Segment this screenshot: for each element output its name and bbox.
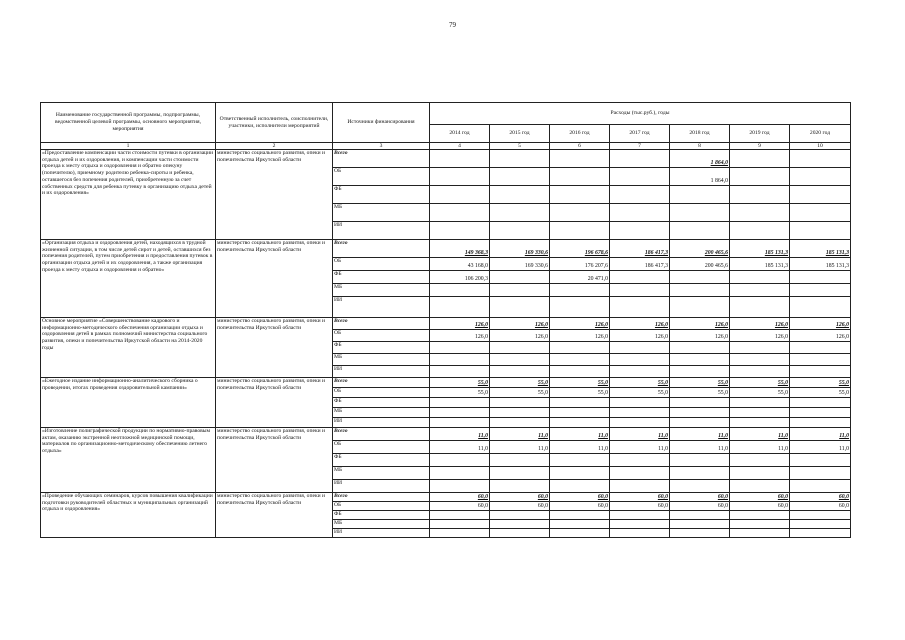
expense-cell [730, 222, 790, 240]
expense-cell: 126,0 [430, 330, 490, 342]
expense-cell [730, 418, 790, 428]
expense-cell: 60,0 [430, 493, 490, 502]
expense-cell [730, 354, 790, 366]
expense-cell: 60,0 [670, 502, 730, 511]
expense-cell [790, 520, 851, 529]
expense-cell [430, 520, 490, 529]
source-label: ОБ [333, 258, 430, 271]
expense-cell [430, 418, 490, 428]
expense-cell: 60,0 [790, 502, 851, 511]
header-year: 2016 год [550, 125, 610, 143]
expense-cell: 60,0 [430, 502, 490, 511]
activity-name: «Проведение обучающих семинаров, курсов повышения квалификации подготовки руководителей областных и муниципальных организаций отдыха и оздоровления» [41, 493, 216, 538]
expense-cell: 11,0 [790, 428, 851, 441]
expense-cell [490, 511, 550, 520]
expense-cell [550, 366, 610, 378]
expense-cell [610, 520, 670, 529]
expense-cell [550, 418, 610, 428]
activity-name: «Предоставление компенсации части стоимости путевки в организации отдыха детей и их оздоровления, и компенсации части стоимости проезда к месту отдыха и оздоровления и обратно опекуну (попечителю), приемному родителю ребенка-сироты и ребенка, оставшегося без попечения родителей, приобретенную за счет собственных средств для ребенка путевку в организацию отдыха детей и их оздоровления» [41, 150, 216, 240]
source-label: Всего [333, 318, 430, 330]
expense-cell: 126,0 [790, 330, 851, 342]
column-number: 1 [41, 143, 216, 150]
source-label: Всего [333, 428, 430, 441]
expense-cell [490, 354, 550, 366]
expense-cell [490, 186, 550, 204]
page-number: 79 [449, 21, 456, 29]
expense-cell [670, 354, 730, 366]
expense-cell [490, 454, 550, 467]
expense-cell [790, 398, 851, 408]
expense-cell [430, 284, 490, 297]
activity-name: «Организация отдыха и оздоровления детей, находящихся в трудной жизненной ситуации, в том числе детей сирот и детей, оставшихся без попечения родителей, путем приобретения и предоставления путевок в организации отдыха детей и их оздоровления, а также организация проезда к месту отдыха и оздоровления и обратно» [41, 240, 216, 318]
expense-cell: 55,0 [670, 388, 730, 398]
expense-cell [790, 418, 851, 428]
source-label: МБ [333, 467, 430, 480]
expense-cell: 11,0 [790, 441, 851, 454]
expense-cell [790, 150, 851, 168]
expense-cell [790, 342, 851, 354]
table-row [41, 318, 851, 330]
source-label: МБ [333, 284, 430, 297]
expense-cell [430, 366, 490, 378]
executor-name: министерство социального развития, опеки и попечительства Иркутской области [216, 150, 333, 240]
source-label: ОБ [333, 168, 430, 186]
expense-cell [430, 354, 490, 366]
expense-cell [550, 480, 610, 493]
expense-cell [550, 520, 610, 529]
expense-cell [730, 398, 790, 408]
expense-cell [490, 168, 550, 186]
expense-cell: 126,0 [670, 318, 730, 330]
expense-cell [430, 529, 490, 538]
expense-cell [490, 529, 550, 538]
expense-cell [490, 480, 550, 493]
expense-cell [610, 467, 670, 480]
expense-cell: 126,0 [730, 330, 790, 342]
expense-cell [790, 511, 851, 520]
source-label: ИИ [333, 529, 430, 538]
source-label: ИИ [333, 366, 430, 378]
expense-cell [550, 511, 610, 520]
expense-cell [490, 284, 550, 297]
expense-cell: 200 465,6 [670, 240, 730, 258]
expense-cell [610, 342, 670, 354]
expense-cell [430, 454, 490, 467]
expense-cell: 55,0 [730, 388, 790, 398]
header-year: 2014 год [430, 125, 490, 143]
expense-cell [730, 529, 790, 538]
expense-cell: 149 368,3 [430, 240, 490, 258]
expense-cell [490, 418, 550, 428]
expense-cell [730, 520, 790, 529]
expense-cell [490, 222, 550, 240]
executor-name: министерство социального развития, опеки и попечительства Иркутской области [216, 378, 333, 428]
column-number: 6 [550, 143, 610, 150]
expense-cell [730, 186, 790, 204]
expense-cell: 55,0 [790, 378, 851, 388]
expense-cell: 60,0 [610, 502, 670, 511]
expense-cell: 60,0 [550, 502, 610, 511]
table-row [41, 240, 851, 258]
expense-cell: 126,0 [550, 330, 610, 342]
expense-cell: 186 417,3 [610, 240, 670, 258]
expense-cell [550, 454, 610, 467]
source-label: Всего [333, 378, 430, 388]
header-year: 2020 год [790, 125, 851, 143]
source-label: ФБ [333, 454, 430, 467]
header-year: 2017 год [610, 125, 670, 143]
expense-cell [670, 454, 730, 467]
expense-cell [610, 150, 670, 168]
expense-cell [550, 467, 610, 480]
header-name: Наименование государственной программы, подпрограммы, ведомственной целевой программы, основного мероприятия, мероприятия [41, 103, 216, 143]
expense-cell [790, 204, 851, 222]
expense-cell: 169 330,6 [490, 258, 550, 271]
executor-name: министерство социального развития, опеки и попечительства Иркутской области [216, 240, 333, 318]
expense-cell [550, 168, 610, 186]
expense-cell [730, 480, 790, 493]
expense-cell [430, 150, 490, 168]
expense-cell: 1 864,0 [670, 150, 730, 168]
source-label: Всего [333, 240, 430, 258]
expense-cell: 11,0 [430, 428, 490, 441]
expense-cell [490, 366, 550, 378]
source-label: Всего [333, 150, 430, 168]
source-label: ОБ [333, 502, 430, 511]
expense-cell [430, 398, 490, 408]
header-year: 2015 год [490, 125, 550, 143]
source-label: МБ [333, 204, 430, 222]
expense-cell [610, 186, 670, 204]
expense-cell: 11,0 [610, 428, 670, 441]
expense-cell: 11,0 [730, 441, 790, 454]
source-label: Всего [333, 493, 430, 502]
expense-cell [610, 454, 670, 467]
expense-cell [790, 354, 851, 366]
expense-cell [790, 480, 851, 493]
column-number: 3 [333, 143, 430, 150]
expense-cell [490, 342, 550, 354]
expense-cell: 185 131,3 [790, 258, 851, 271]
source-label: ИИ [333, 297, 430, 318]
column-number: 10 [790, 143, 851, 150]
expense-cell: 55,0 [490, 388, 550, 398]
activity-name: «Изготовление полиграфической продукции по нормативно-правовым актам, оказанию экстренной неотложной медицинской помощи, материалов по организационно-методическому обеспечению летнего отдыха» [41, 428, 216, 493]
expense-cell [610, 529, 670, 538]
table-body [41, 150, 851, 538]
expense-cell [550, 204, 610, 222]
expense-cell: 126,0 [550, 318, 610, 330]
expense-cell: 55,0 [550, 378, 610, 388]
header-expenses: Расходы (тыс.руб.), годы [430, 103, 851, 125]
expense-cell: 60,0 [670, 493, 730, 502]
expense-cell [610, 398, 670, 408]
source-label: ИИ [333, 222, 430, 240]
expense-cell: 11,0 [490, 428, 550, 441]
expense-cell [430, 168, 490, 186]
expense-cell [670, 222, 730, 240]
expense-cell [610, 408, 670, 418]
expense-cell [430, 480, 490, 493]
expense-cell [550, 186, 610, 204]
expense-cell: 169 330,6 [490, 240, 550, 258]
expense-cell: 55,0 [490, 378, 550, 388]
expense-cell: 11,0 [670, 441, 730, 454]
expense-cell [490, 467, 550, 480]
expense-cell [430, 408, 490, 418]
source-label: ФБ [333, 186, 430, 204]
source-label: ОБ [333, 388, 430, 398]
expense-cell: 126,0 [730, 318, 790, 330]
expense-cell: 11,0 [730, 428, 790, 441]
expense-cell: 126,0 [430, 318, 490, 330]
expense-cell [610, 204, 670, 222]
expense-cell [430, 342, 490, 354]
expense-cell: 11,0 [670, 428, 730, 441]
expense-cell: 106 200,3 [430, 271, 490, 284]
expense-cell [790, 454, 851, 467]
table-row [41, 428, 851, 441]
expense-cell [490, 297, 550, 318]
expense-cell [490, 520, 550, 529]
expense-cell [730, 168, 790, 186]
expense-cell [670, 408, 730, 418]
executor-name: министерство социального развития, опеки и попечительства Иркутской области [216, 318, 333, 378]
expense-cell: 60,0 [550, 493, 610, 502]
column-number: 2 [216, 143, 333, 150]
source-label: ИИ [333, 480, 430, 493]
expense-cell [670, 271, 730, 284]
expense-cell [430, 297, 490, 318]
source-label: ОБ [333, 330, 430, 342]
source-label: МБ [333, 354, 430, 366]
expense-cell [790, 271, 851, 284]
expense-cell [730, 297, 790, 318]
source-label: ФБ [333, 511, 430, 520]
expense-cell [670, 480, 730, 493]
expense-cell [790, 168, 851, 186]
expense-cell [730, 204, 790, 222]
expense-cell: 11,0 [490, 441, 550, 454]
expense-cell [430, 511, 490, 520]
expense-cell [610, 366, 670, 378]
expense-cell: 55,0 [430, 388, 490, 398]
expense-cell [670, 467, 730, 480]
expense-cell [670, 520, 730, 529]
expense-cell [490, 204, 550, 222]
expense-cell [430, 467, 490, 480]
expense-cell [670, 398, 730, 408]
source-label: МБ [333, 520, 430, 529]
expense-cell: 1 864,0 [670, 168, 730, 186]
expense-cell [670, 204, 730, 222]
table-row [41, 378, 851, 388]
expense-cell: 55,0 [670, 378, 730, 388]
expense-cell: 60,0 [730, 502, 790, 511]
source-label: МБ [333, 408, 430, 418]
expense-cell [550, 284, 610, 297]
expense-cell: 126,0 [490, 318, 550, 330]
expense-cell [790, 222, 851, 240]
expense-cell: 60,0 [490, 493, 550, 502]
expense-cell [550, 398, 610, 408]
expense-cell [490, 408, 550, 418]
header-executor: Ответственный исполнитель, соисполнители, участники, исполнители мероприятий [216, 103, 333, 143]
expense-cell [490, 398, 550, 408]
expense-cell [430, 222, 490, 240]
expense-cell: 11,0 [430, 441, 490, 454]
expense-cell [610, 222, 670, 240]
expense-cell [790, 284, 851, 297]
expense-cell [730, 467, 790, 480]
expense-cell: 55,0 [430, 378, 490, 388]
expense-cell: 60,0 [730, 493, 790, 502]
expense-cell [670, 297, 730, 318]
column-number: 5 [490, 143, 550, 150]
expense-cell [730, 271, 790, 284]
expense-cell [670, 284, 730, 297]
expense-cell [550, 150, 610, 168]
header-year: 2018 год [670, 125, 730, 143]
expense-cell [670, 418, 730, 428]
expense-cell: 60,0 [790, 493, 851, 502]
expense-cell [610, 511, 670, 520]
table-row [41, 150, 851, 168]
expense-cell [550, 529, 610, 538]
expense-cell: 20 471,0 [550, 271, 610, 284]
source-label: ОБ [333, 441, 430, 454]
expense-cell [790, 186, 851, 204]
expense-cell: 60,0 [490, 502, 550, 511]
expense-cell [790, 529, 851, 538]
expense-cell: 186 417,3 [610, 258, 670, 271]
source-label: ИИ [333, 418, 430, 428]
column-number: 9 [730, 143, 790, 150]
expense-cell: 196 678,6 [550, 240, 610, 258]
expense-cell: 43 168,0 [430, 258, 490, 271]
expense-cell [550, 408, 610, 418]
expense-cell [610, 271, 670, 284]
expense-cell [670, 366, 730, 378]
activity-name: «Ежегодное издание информационно-аналитического сборника о проведении, итогах проведения оздоровительной кампании» [41, 378, 216, 428]
expense-cell [730, 366, 790, 378]
source-label: ФБ [333, 398, 430, 408]
expense-cell: 11,0 [550, 428, 610, 441]
expense-cell: 55,0 [550, 388, 610, 398]
expense-cell: 126,0 [790, 318, 851, 330]
expense-cell [670, 511, 730, 520]
executor-name: министерство социального развития, опеки и попечительства Иркутской области [216, 428, 333, 493]
expense-cell: 185 131,3 [730, 240, 790, 258]
expense-cell [730, 408, 790, 418]
expense-cell: 185 131,3 [790, 240, 851, 258]
expense-cell [430, 204, 490, 222]
budget-table [40, 102, 851, 538]
expense-cell [610, 168, 670, 186]
expense-cell [550, 354, 610, 366]
header-source: Источники финансирования [333, 103, 430, 143]
expense-cell: 11,0 [610, 441, 670, 454]
expense-cell [790, 467, 851, 480]
expense-cell [730, 511, 790, 520]
expense-cell [610, 418, 670, 428]
column-number: 8 [670, 143, 730, 150]
activity-name: Основное мероприятие «Совершенствование кадрового и информационно-методического обеспечения организации отдыха и оздоровления детей в рамках полномочий министерства социального развития, опеки и попечительства Иркутской области на 2014-2020 годы [41, 318, 216, 378]
expense-cell [610, 284, 670, 297]
expense-cell: 11,0 [550, 441, 610, 454]
expense-cell [730, 342, 790, 354]
expense-cell: 126,0 [610, 318, 670, 330]
expense-cell [490, 271, 550, 284]
executor-name: министерство социального развития, опеки и попечительства Иркутской области [216, 493, 333, 538]
expense-cell: 60,0 [610, 493, 670, 502]
expense-cell [730, 454, 790, 467]
expense-cell [670, 529, 730, 538]
expense-cell [670, 342, 730, 354]
expense-cell [550, 342, 610, 354]
table-row [41, 493, 851, 502]
expense-cell [610, 297, 670, 318]
source-label: ФБ [333, 271, 430, 284]
expense-cell: 185 131,3 [730, 258, 790, 271]
expense-cell [790, 366, 851, 378]
expense-cell: 176 207,6 [550, 258, 610, 271]
source-label: ФБ [333, 342, 430, 354]
header-year: 2019 год [730, 125, 790, 143]
expense-cell [550, 297, 610, 318]
expense-cell: 126,0 [610, 330, 670, 342]
expense-cell: 55,0 [610, 388, 670, 398]
expense-cell: 200 465,6 [670, 258, 730, 271]
expense-cell: 55,0 [730, 378, 790, 388]
expense-cell [670, 186, 730, 204]
expense-cell [730, 284, 790, 297]
expense-cell [730, 150, 790, 168]
expense-cell [610, 354, 670, 366]
column-number: 4 [430, 143, 490, 150]
expense-cell [490, 150, 550, 168]
expense-cell [430, 186, 490, 204]
expense-cell [550, 222, 610, 240]
expense-cell: 126,0 [670, 330, 730, 342]
expense-cell [790, 408, 851, 418]
expense-cell [790, 297, 851, 318]
column-number: 7 [610, 143, 670, 150]
expense-cell: 55,0 [790, 388, 851, 398]
expense-cell: 126,0 [490, 330, 550, 342]
expense-cell [610, 480, 670, 493]
expense-cell: 55,0 [610, 378, 670, 388]
